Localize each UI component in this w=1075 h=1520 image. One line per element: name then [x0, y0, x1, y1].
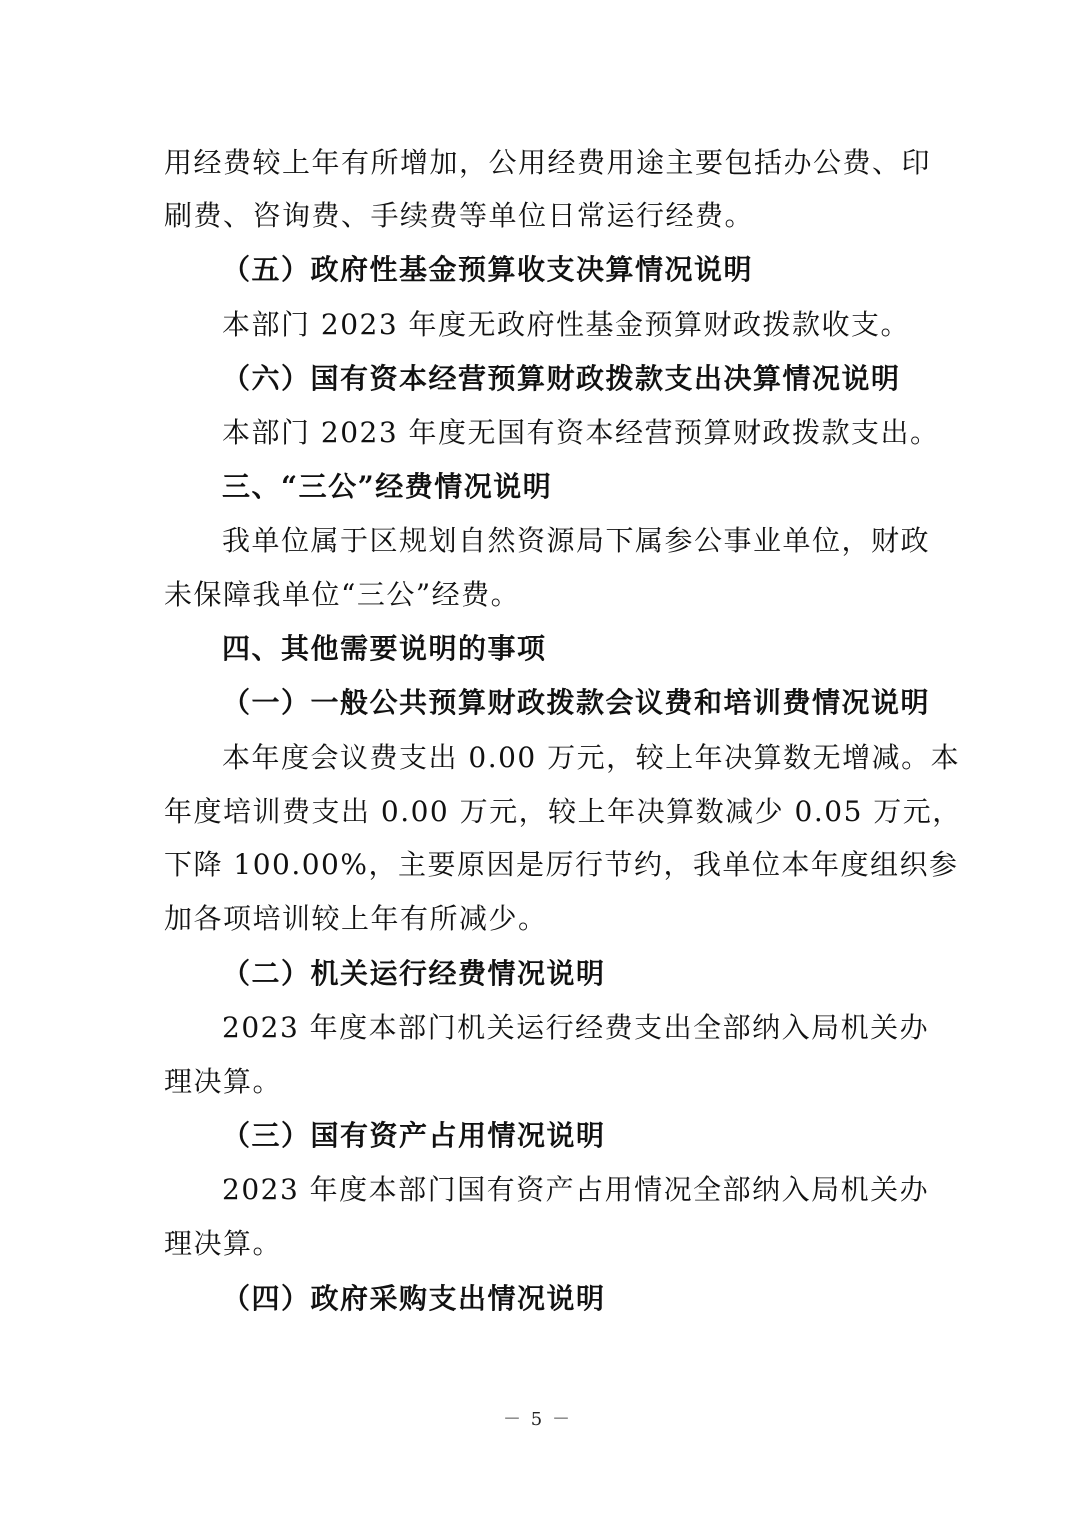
- section-heading-5: （五）政府性基金预算收支决算情况说明: [222, 253, 754, 286]
- body-line-8: 年度培训费支出 0.00 万元，较上年决算数减少 0.05 万元，: [164, 795, 962, 828]
- section-heading-6: （六）国有资本经营预算财政拨款支出决算情况说明: [222, 362, 901, 395]
- body-line-13: 2023 年度本部门国有资产占用情况全部纳入局机关办: [222, 1173, 930, 1206]
- section-heading-1: （一）一般公共预算财政拨款会议费和培训费情况说明: [222, 686, 931, 719]
- body-line-9: 下降 100.00%，主要原因是厉行节约，我单位本年度组织参: [164, 848, 959, 881]
- body-line-14: 理决算。: [164, 1227, 283, 1260]
- body-line-2: 刷费、咨询费、手续费等单位日常运行经费。: [164, 199, 755, 232]
- body-line-5: 我单位属于区规划自然资源局下属参公事业单位，财政: [222, 524, 931, 557]
- body-line-3: 本部门 2023 年度无政府性基金预算财政拨款收支。: [222, 308, 911, 341]
- body-line-7: 本年度会议费支出 0.00 万元，较上年决算数无增减。本: [222, 741, 961, 774]
- chapter-heading-3: 三、“三公”经费情况说明: [222, 470, 553, 503]
- section-heading-3: （三）国有资产占用情况说明: [222, 1119, 606, 1152]
- chapter-heading-4: 四、其他需要说明的事项: [222, 632, 547, 665]
- body-line-12: 理决算。: [164, 1065, 283, 1098]
- body-line-1: 用经费较上年有所增加，公用经费用途主要包括办公费、印: [164, 146, 932, 179]
- body-line-4: 本部门 2023 年度无国有资本经营预算财政拨款支出。: [222, 416, 940, 449]
- section-heading-4: （四）政府采购支出情况说明: [222, 1282, 606, 1315]
- body-line-11: 2023 年度本部门机关运行经费支出全部纳入局机关办: [222, 1011, 930, 1044]
- body-line-6: 未保障我单位“三公”经费。: [164, 578, 521, 611]
- section-heading-2: （二）机关运行经费情况说明: [222, 957, 606, 990]
- page-number: － 5 －: [503, 1409, 572, 1430]
- body-line-10: 加各项培训较上年有所减少。: [164, 902, 548, 935]
